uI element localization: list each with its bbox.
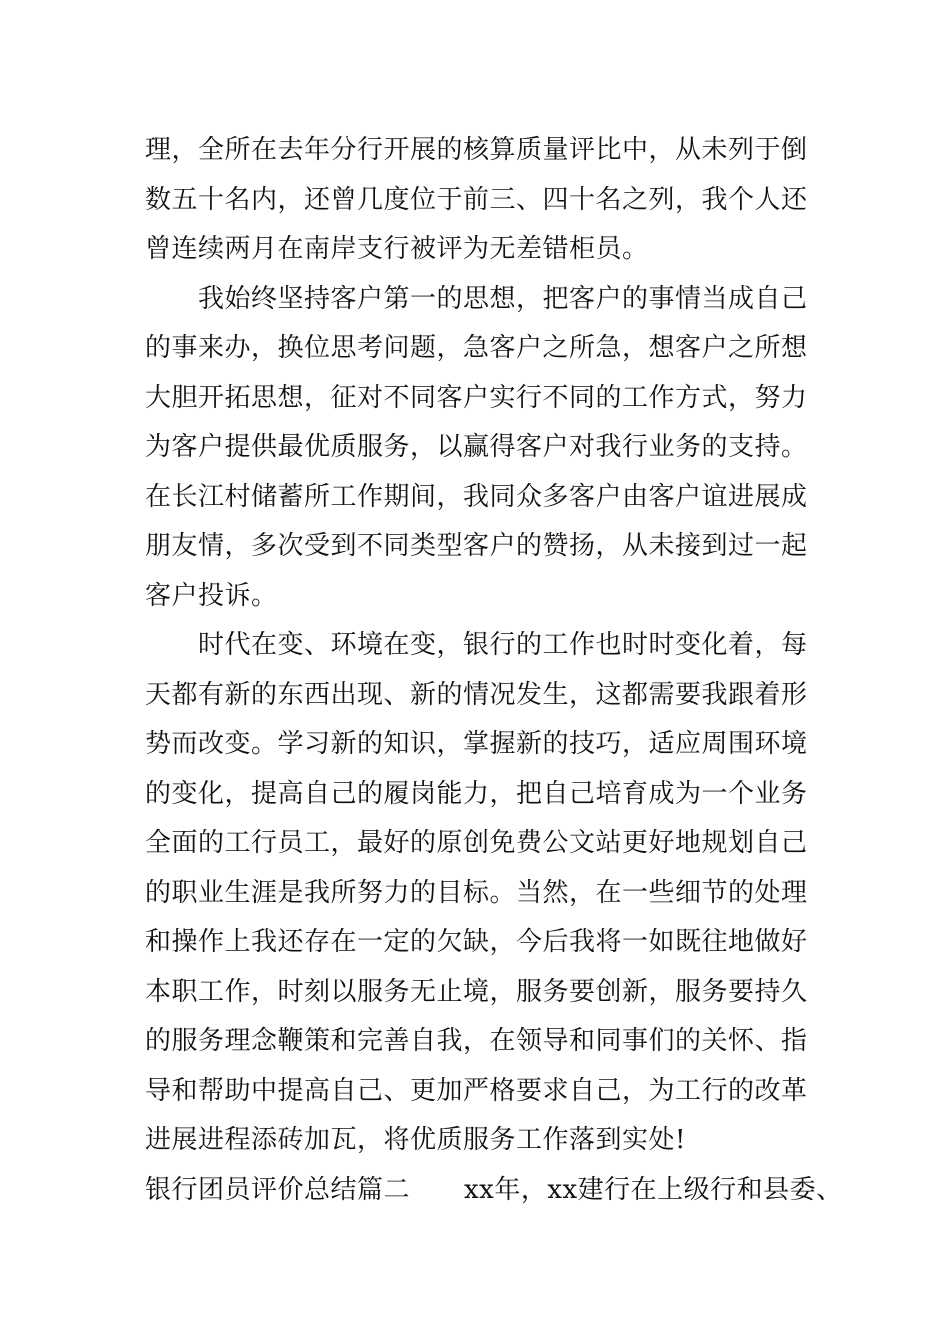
paragraph-3 bbox=[145, 621, 845, 1166]
paragraph-line: 数五十名内，还曾几度位于前三、四十名之列，我个人还 bbox=[145, 184, 808, 215]
paragraph-line: 本职工作，时刻以服务无止境，服务要创新，服务要持久 bbox=[145, 976, 808, 1007]
paragraph-2 bbox=[145, 275, 845, 622]
paragraph-line: 的变化，提高自己的履岗能力，把自己培育成为一个业务 bbox=[145, 778, 808, 809]
paragraph-line: 客户投诉。 bbox=[145, 580, 278, 611]
paragraph-line: 进展进程添砖加瓦，将优质服务工作落到实处! bbox=[145, 1125, 686, 1155]
section-continuation-text: xx年，xx建行在上级行和县委、 bbox=[464, 1174, 843, 1205]
paragraph-line: 在长江村储蓄所工作期间，我同众多客户由客户谊进展成 bbox=[145, 481, 808, 512]
section-heading-line bbox=[145, 1166, 845, 1216]
paragraph-line: 的职业生涯是我所努力的目标。当然，在一些细节的处理 bbox=[145, 877, 808, 908]
paragraph-line: 理，全所在去年分行开展的核算质量评比中，从未列于倒 bbox=[145, 135, 808, 165]
document-body bbox=[145, 126, 845, 1215]
paragraph-line: 我始终坚持客户第一的思想，把客户的事情当成自己 bbox=[198, 283, 808, 314]
paragraph-line: 全面的工行员工，最好的原创免费公文站更好地规划自己 bbox=[145, 828, 808, 858]
paragraph-line: 大胆开拓思想，征对不同客户实行不同的工作方式，努力 bbox=[145, 382, 808, 413]
section-title: 银行团员评价总结篇二 bbox=[145, 1174, 411, 1205]
paragraph-1 bbox=[145, 126, 845, 275]
paragraph-line: 和操作上我还存在一定的欠缺，今后我将一如既往地做好 bbox=[145, 927, 808, 957]
paragraph-line: 曾连续两月在南岸支行被评为无差错柜员。 bbox=[145, 234, 649, 264]
paragraph-line: 天都有新的东西出现、新的情况发生，这都需要我跟着形 bbox=[145, 679, 808, 710]
paragraph-line: 导和帮助中提高自己、更加严格要求自己，为工行的改革 bbox=[145, 1075, 808, 1106]
paragraph-line: 势而改变。学习新的知识，掌握新的技巧，适应周围环境 bbox=[145, 729, 808, 759]
paragraph-line: 为客户提供最优质服务，以赢得客户对我行业务的支持。 bbox=[145, 432, 808, 462]
paragraph-line: 的事来办，换位思考问题，急客户之所急，想客户之所想 bbox=[145, 333, 808, 363]
paragraph-line: 朋友情，多次受到不同类型客户的赞扬，从未接到过一起 bbox=[145, 531, 808, 561]
paragraph-line: 的服务理念鞭策和完善自我，在领导和同事们的关怀、指 bbox=[145, 1026, 808, 1056]
paragraph-line: 时代在变、环境在变，银行的工作也时时变化着，每 bbox=[198, 630, 808, 660]
